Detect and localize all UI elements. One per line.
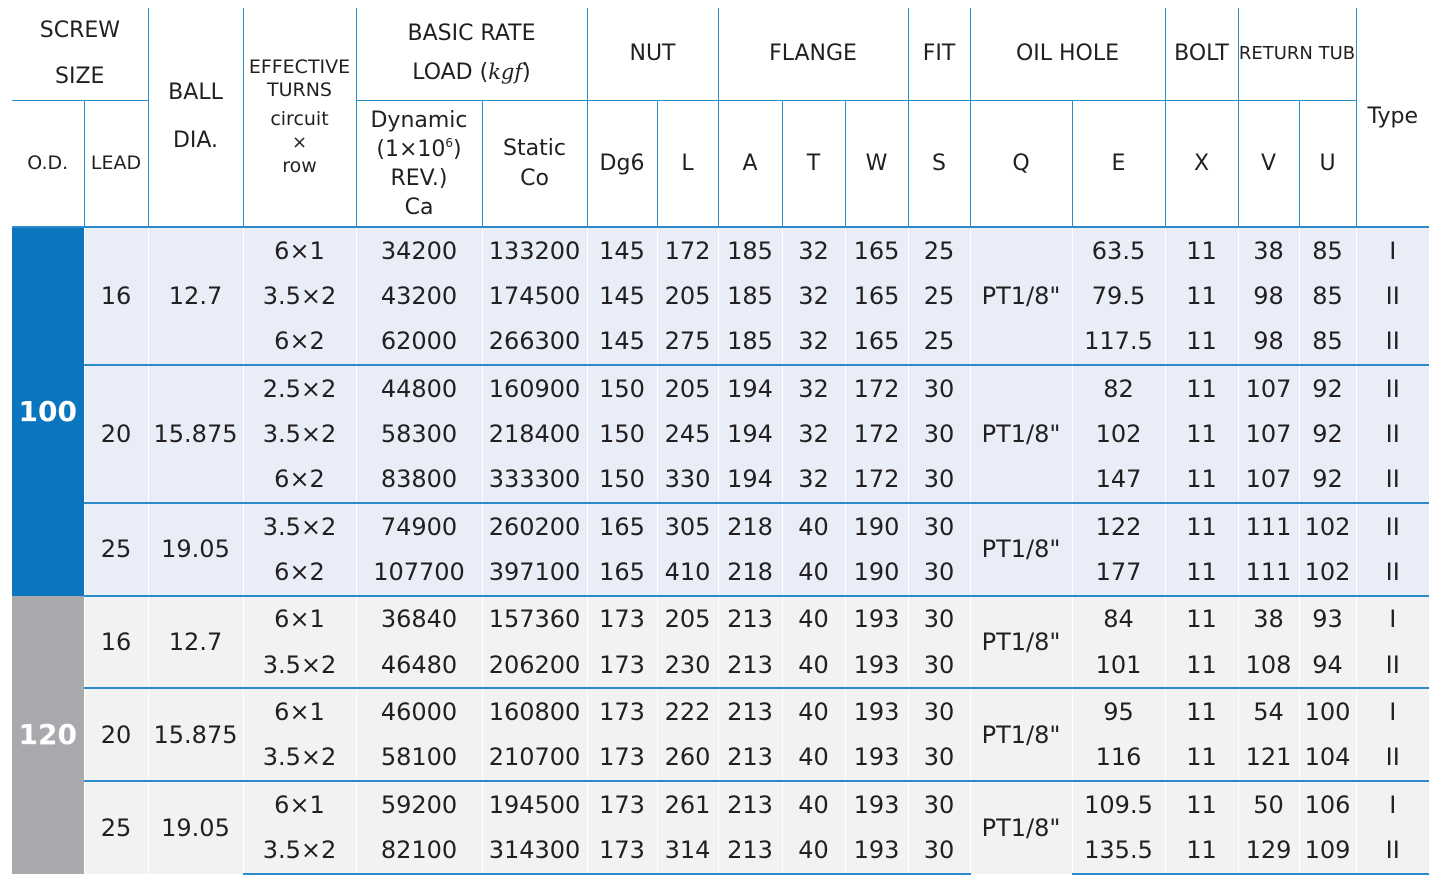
a-cell: 218	[718, 549, 782, 595]
static-load-cell: 210700	[482, 735, 587, 781]
t-cell: 32	[782, 457, 845, 503]
header-a: A	[718, 101, 782, 228]
spec-table-body	[12, 227, 1429, 874]
turns-label-5: row	[282, 155, 317, 177]
table-row	[12, 596, 1429, 642]
w-cell: 165	[845, 273, 908, 318]
load-label	[357, 52, 587, 93]
type-cell: II	[1356, 503, 1429, 549]
dynamic-load-cell: 58300	[356, 411, 482, 456]
oil-hole-q-cell: PT1/8"	[970, 688, 1072, 781]
w-cell: 165	[845, 319, 908, 365]
e-cell: 109.5	[1072, 781, 1165, 827]
a-cell: 185	[718, 319, 782, 365]
l-cell: 314	[657, 827, 718, 873]
s-cell: 25	[908, 273, 970, 318]
static-load-cell: 206200	[482, 642, 587, 688]
t-cell: 40	[782, 549, 845, 595]
header-dg6: Dg6	[587, 101, 657, 228]
s-cell: 30	[908, 827, 970, 873]
type-cell: I	[1356, 227, 1429, 273]
return-u-cell: 93	[1299, 596, 1356, 642]
dynamic-load-cell: 59200	[356, 781, 482, 827]
bolt-x-cell: 11	[1165, 688, 1238, 734]
ball-dia-cell: 12.7	[148, 596, 243, 689]
dg6-cell: 145	[587, 319, 657, 365]
lead-cell: 25	[84, 781, 148, 874]
bolt-x-cell: 11	[1165, 273, 1238, 318]
e-cell: 101	[1072, 642, 1165, 688]
static-load-cell: 397100	[482, 549, 587, 595]
bolt-x-cell: 11	[1165, 457, 1238, 503]
header-dynamic	[356, 101, 482, 228]
dynamic-load-cell: 58100	[356, 735, 482, 781]
bolt-x-cell: 11	[1165, 735, 1238, 781]
turns-cell: 6×2	[243, 549, 356, 595]
header-v: V	[1238, 101, 1299, 228]
w-cell: 193	[845, 781, 908, 827]
a-cell: 185	[718, 273, 782, 318]
w-cell: 193	[845, 735, 908, 781]
static-load-cell: 266300	[482, 319, 587, 365]
dynamic-load-cell: 36840	[356, 596, 482, 642]
return-u-cell: 85	[1299, 227, 1356, 273]
l-cell: 205	[657, 365, 718, 411]
t-cell: 40	[782, 735, 845, 781]
turns-cell: 3.5×2	[243, 273, 356, 318]
return-u-cell: 100	[1299, 688, 1356, 734]
header-t: T	[782, 101, 845, 228]
dynamic-load-cell: 107700	[356, 549, 482, 595]
header-nut: NUT	[587, 8, 718, 101]
dg6-cell: 173	[587, 827, 657, 873]
lead-cell: 25	[84, 503, 148, 596]
dynamic-load-cell: 82100	[356, 827, 482, 873]
static-load-cell: 314300	[482, 827, 587, 873]
header-l: L	[657, 101, 718, 228]
header-return-tub: RETURN TUB	[1238, 8, 1356, 101]
bolt-x-cell: 11	[1165, 596, 1238, 642]
turns-cell: 6×2	[243, 457, 356, 503]
bolt-x-cell: 11	[1165, 411, 1238, 456]
return-u-cell: 94	[1299, 642, 1356, 688]
turns-cell: 6×1	[243, 227, 356, 273]
turns-cell: 3.5×2	[243, 642, 356, 688]
t-cell: 32	[782, 273, 845, 318]
header-od: O.D.	[27, 152, 69, 174]
a-cell: 218	[718, 503, 782, 549]
return-u-cell: 85	[1299, 273, 1356, 318]
header-u: U	[1299, 101, 1356, 228]
header-x: X	[1165, 101, 1238, 228]
return-v-cell: 111	[1238, 503, 1299, 549]
dynamic-load-cell: 83800	[356, 457, 482, 503]
l-cell: 205	[657, 596, 718, 642]
s-cell: 30	[908, 688, 970, 734]
w-cell: 165	[845, 227, 908, 273]
t-cell: 40	[782, 827, 845, 873]
return-u-cell: 104	[1299, 735, 1356, 781]
header-flange: FLANGE	[718, 8, 908, 101]
turns-cell: 2.5×2	[243, 365, 356, 411]
l-cell: 330	[657, 457, 718, 503]
return-v-cell: 107	[1238, 457, 1299, 503]
a-cell: 194	[718, 365, 782, 411]
a-cell: 185	[718, 227, 782, 273]
t-cell: 40	[782, 596, 845, 642]
s-cell: 30	[908, 781, 970, 827]
type-cell: II	[1356, 827, 1429, 873]
w-cell: 190	[845, 503, 908, 549]
turns-label-1: EFFECTIVE	[248, 56, 351, 78]
turns-cell: 3.5×2	[243, 503, 356, 549]
basic-rate-label: BASIC RATE	[407, 20, 536, 46]
t-cell: 32	[782, 227, 845, 273]
return-v-cell: 111	[1238, 549, 1299, 595]
s-cell: 30	[908, 365, 970, 411]
return-u-cell: 92	[1299, 411, 1356, 456]
return-v-cell: 54	[1238, 688, 1299, 734]
od-cell: 100	[12, 227, 84, 596]
type-cell: II	[1356, 735, 1429, 781]
ball-dia-cell: 12.7	[148, 227, 243, 365]
table-row	[12, 227, 1429, 273]
e-cell: 79.5	[1072, 273, 1165, 318]
header-q: Q	[970, 101, 1072, 228]
oil-hole-q-cell: PT1/8"	[970, 503, 1072, 596]
header-fit: FIT	[908, 8, 970, 101]
t-cell: 40	[782, 503, 845, 549]
return-v-cell: 108	[1238, 642, 1299, 688]
bolt-x-cell: 11	[1165, 642, 1238, 688]
oil-hole-q-cell: PT1/8"	[970, 365, 1072, 503]
dg6-cell: 150	[587, 457, 657, 503]
header-basic-rate-load	[356, 8, 587, 101]
ball-dia-label: BALL DIA.	[168, 80, 223, 153]
s-cell: 30	[908, 503, 970, 549]
w-cell: 193	[845, 688, 908, 734]
dynamic-load-cell: 43200	[356, 273, 482, 318]
s-cell: 25	[908, 227, 970, 273]
return-v-cell: 98	[1238, 319, 1299, 365]
l-cell: 222	[657, 688, 718, 734]
dynamic-exponent: 6	[445, 135, 454, 150]
turns-label-2: TURNS	[267, 79, 332, 101]
dg6-cell: 150	[587, 365, 657, 411]
dynamic-load-cell: 62000	[356, 319, 482, 365]
return-v-cell: 98	[1238, 273, 1299, 318]
type-cell: II	[1356, 273, 1429, 318]
static-load-cell: 333300	[482, 457, 587, 503]
static-load-cell: 157360	[482, 596, 587, 642]
static-label-1: Static	[503, 135, 566, 161]
lead-cell: 16	[84, 227, 148, 365]
load-close: )	[522, 59, 531, 85]
return-u-cell: 102	[1299, 549, 1356, 595]
a-cell: 213	[718, 596, 782, 642]
dynamic-label-3: REV.)	[390, 165, 448, 191]
e-cell: 82	[1072, 365, 1165, 411]
e-cell: 117.5	[1072, 319, 1165, 365]
e-cell: 116	[1072, 735, 1165, 781]
static-load-cell: 160800	[482, 688, 587, 734]
w-cell: 193	[845, 827, 908, 873]
dg6-cell: 173	[587, 688, 657, 734]
l-cell: 245	[657, 411, 718, 456]
return-u-cell: 102	[1299, 503, 1356, 549]
dg6-cell: 165	[587, 549, 657, 595]
dynamic-load-cell: 74900	[356, 503, 482, 549]
ball-screw-spec-table	[12, 8, 1429, 875]
type-cell: II	[1356, 642, 1429, 688]
turns-label-3: circuit	[270, 108, 329, 130]
e-cell: 84	[1072, 596, 1165, 642]
return-u-cell: 109	[1299, 827, 1356, 873]
type-cell: II	[1356, 549, 1429, 595]
return-v-cell: 38	[1238, 227, 1299, 273]
static-load-cell: 133200	[482, 227, 587, 273]
w-cell: 193	[845, 642, 908, 688]
table-row	[12, 503, 1429, 549]
t-cell: 32	[782, 411, 845, 456]
return-v-cell: 107	[1238, 411, 1299, 456]
oil-hole-q-cell: PT1/8"	[970, 781, 1072, 874]
type-cell: I	[1356, 688, 1429, 734]
static-load-cell: 260200	[482, 503, 587, 549]
static-load-cell: 174500	[482, 273, 587, 318]
bolt-x-cell: 11	[1165, 503, 1238, 549]
s-cell: 30	[908, 596, 970, 642]
turns-cell: 6×1	[243, 596, 356, 642]
a-cell: 213	[718, 827, 782, 873]
e-cell: 102	[1072, 411, 1165, 456]
dg6-cell: 173	[587, 642, 657, 688]
s-cell: 30	[908, 642, 970, 688]
e-cell: 135.5	[1072, 827, 1165, 873]
bolt-x-cell: 11	[1165, 781, 1238, 827]
bolt-x-cell: 11	[1165, 549, 1238, 595]
oil-hole-q-cell: PT1/8"	[970, 227, 1072, 365]
dynamic-load-cell: 46480	[356, 642, 482, 688]
a-cell: 213	[718, 735, 782, 781]
dynamic-load-cell: 34200	[356, 227, 482, 273]
return-v-cell: 50	[1238, 781, 1299, 827]
e-cell: 95	[1072, 688, 1165, 734]
t-cell: 40	[782, 781, 845, 827]
e-cell: 177	[1072, 549, 1165, 595]
type-cell: II	[1356, 411, 1429, 456]
turns-cell: 3.5×2	[243, 411, 356, 456]
dg6-cell: 173	[587, 781, 657, 827]
l-cell: 275	[657, 319, 718, 365]
header-w: W	[845, 101, 908, 228]
return-u-cell: 85	[1299, 319, 1356, 365]
header-oil-hole: OIL HOLE	[970, 8, 1165, 101]
s-cell: 30	[908, 411, 970, 456]
e-cell: 147	[1072, 457, 1165, 503]
return-u-cell: 92	[1299, 365, 1356, 411]
dynamic-load-cell: 44800	[356, 365, 482, 411]
return-v-cell: 107	[1238, 365, 1299, 411]
ball-dia-cell: 15.875	[148, 688, 243, 781]
load-word: LOAD (	[412, 59, 489, 85]
dg6-cell: 150	[587, 411, 657, 456]
dg6-cell: 145	[587, 273, 657, 318]
bolt-x-cell: 11	[1165, 365, 1238, 411]
dynamic-base: (1×10	[376, 136, 446, 162]
l-cell: 172	[657, 227, 718, 273]
type-cell: II	[1356, 319, 1429, 365]
bolt-x-cell: 11	[1165, 319, 1238, 365]
type-cell: I	[1356, 781, 1429, 827]
return-v-cell: 38	[1238, 596, 1299, 642]
table-row	[12, 365, 1429, 411]
a-cell: 194	[718, 411, 782, 456]
bolt-x-cell: 11	[1165, 227, 1238, 273]
return-u-cell: 106	[1299, 781, 1356, 827]
dynamic-label-4: Ca	[404, 194, 434, 220]
load-unit: kgf	[488, 59, 523, 84]
dg6-cell: 173	[587, 735, 657, 781]
l-cell: 261	[657, 781, 718, 827]
header-effective-turns	[243, 8, 356, 227]
l-cell: 260	[657, 735, 718, 781]
table-row	[12, 781, 1429, 827]
w-cell: 172	[845, 457, 908, 503]
table-row	[12, 688, 1429, 734]
turns-cell: 6×1	[243, 688, 356, 734]
ball-dia-cell: 15.875	[148, 365, 243, 503]
l-cell: 230	[657, 642, 718, 688]
w-cell: 172	[845, 365, 908, 411]
s-cell: 30	[908, 735, 970, 781]
header-s: S	[908, 101, 970, 228]
l-cell: 305	[657, 503, 718, 549]
static-load-cell: 160900	[482, 365, 587, 411]
return-v-cell: 129	[1238, 827, 1299, 873]
ball-dia-cell: 19.05	[148, 503, 243, 596]
header-type: Type	[1356, 8, 1429, 227]
bolt-x-cell: 11	[1165, 827, 1238, 873]
e-cell: 122	[1072, 503, 1165, 549]
static-load-cell: 218400	[482, 411, 587, 456]
dg6-cell: 165	[587, 503, 657, 549]
dynamic-load-cell: 46000	[356, 688, 482, 734]
t-cell: 40	[782, 642, 845, 688]
spec-table-container	[12, 8, 1429, 875]
od-cell: 120	[12, 596, 84, 874]
a-cell: 213	[718, 688, 782, 734]
header-ball-dia	[148, 8, 243, 227]
ball-dia-cell: 19.05	[148, 781, 243, 874]
dynamic-label-1: Dynamic	[370, 107, 468, 133]
a-cell: 213	[718, 642, 782, 688]
type-cell: I	[1356, 596, 1429, 642]
a-cell: 213	[718, 781, 782, 827]
return-v-cell: 121	[1238, 735, 1299, 781]
dynamic-label-2: $(1\times 10^6)$	[376, 135, 462, 162]
a-cell: 194	[718, 457, 782, 503]
header-row-1	[12, 8, 1429, 101]
turns-cell: 3.5×2	[243, 827, 356, 873]
l-cell: 410	[657, 549, 718, 595]
type-cell: II	[1356, 457, 1429, 503]
turns-label-4: ×	[291, 132, 308, 153]
header-e: E	[1072, 101, 1165, 228]
lead-cell: 20	[84, 365, 148, 503]
header-lead: LEAD	[84, 101, 148, 228]
return-u-cell: 92	[1299, 457, 1356, 503]
screw-size-label: SCREW SIZE	[39, 18, 121, 89]
turns-cell: 6×2	[243, 319, 356, 365]
t-cell: 32	[782, 365, 845, 411]
s-cell: 30	[908, 549, 970, 595]
type-cell: II	[1356, 365, 1429, 411]
header-screw-size	[12, 8, 148, 101]
e-cell: 63.5	[1072, 227, 1165, 273]
oil-hole-q-cell: PT1/8"	[970, 596, 1072, 689]
s-cell: 25	[908, 319, 970, 365]
dg6-cell: 145	[587, 227, 657, 273]
lead-cell: 16	[84, 596, 148, 689]
dg6-cell: 173	[587, 596, 657, 642]
static-label-2: Co	[520, 165, 549, 191]
w-cell: 172	[845, 411, 908, 456]
t-cell: 40	[782, 688, 845, 734]
t-cell: 32	[782, 319, 845, 365]
turns-cell: 6×1	[243, 781, 356, 827]
s-cell: 30	[908, 457, 970, 503]
turns-cell: 3.5×2	[243, 735, 356, 781]
w-cell: 190	[845, 549, 908, 595]
w-cell: 193	[845, 596, 908, 642]
header-static	[482, 101, 587, 228]
header-bolt: BOLT	[1165, 8, 1238, 101]
lead-cell: 20	[84, 688, 148, 781]
l-cell: 205	[657, 273, 718, 318]
static-load-cell: 194500	[482, 781, 587, 827]
